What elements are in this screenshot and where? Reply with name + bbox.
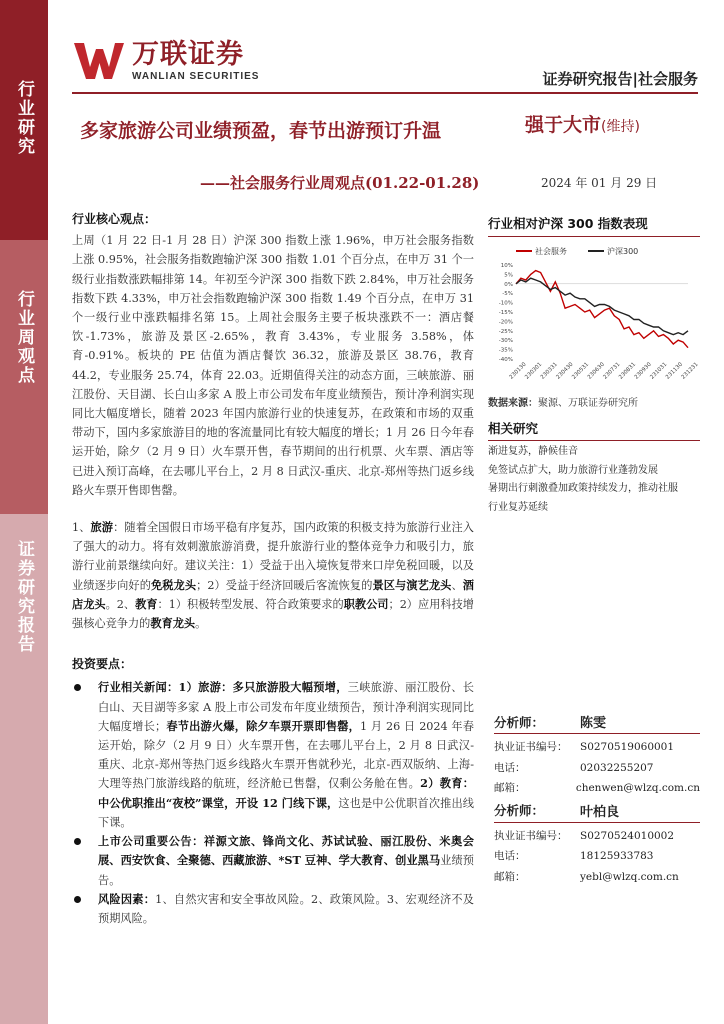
x-tick-label: 230731 bbox=[602, 361, 622, 381]
invest-points-heading: 投资要点： bbox=[72, 657, 133, 672]
analyst-phone: 18125933783 bbox=[580, 850, 654, 862]
report-date: 2024 年 01 月 29 日 bbox=[541, 176, 658, 190]
bullet-icon bbox=[74, 838, 81, 845]
legend-label: 沪深300 bbox=[607, 247, 639, 256]
main-column bbox=[72, 210, 474, 928]
recommendation-paragraph bbox=[72, 518, 474, 633]
rating-main: 强于大市 bbox=[525, 114, 602, 136]
core-view-paragraph: 上周（1 月 22 日-1 月 28 日）沪深 300 指数上涨 1.96%，申万社会服务指数上涨 0.95%，社会服务指数跑输沪深 300 指数 1.01 个百分点，在申万 31 个一级行业指数涨跌幅排第 14。年初至今沪深 300 指数下跌 2.84%，申万社会服务指数下跌 4.33%，申万社会指数跑输沪深 300 指数 1.49 个百分点，在申万 31 个一级行业中涨跌幅排名第 15。上周社会服务主要子板块涨跌不一：酒店餐饮-1.73%，旅游及景区-2.65%，教育 3.43%，专业服务 3.58%，体育-0.91%。板块的 PE 估值为酒店餐饮 36.32，旅游及景区 38.76，教育 44.2，专业服务 25.74，体育 22.03。近期值得关注的动态方面，三峡旅游、丽江股份、天目湖、长白山多家 A 股上市公司发布年度业绩预告，预计净利润实现同比大幅度增长，随着 2023 年国内旅游行业的快速复苏，在政策和市场的双重带动下，国内多家旅游目的地的客流量同比有较大幅度的增长；1 月 26 日今年春运开始，除夕（2 月 9 日）火车票开售，春节期间的出行机票、火车票、酒店等已进入预订高峰，在去哪儿平台上，2 月 8 日武汉-重庆、北京-郑州等热门返乡线路火车票开售即售罄。 bbox=[72, 234, 474, 497]
chart-title: 行业相对沪深 300 指数表现 bbox=[488, 214, 700, 237]
y-tick-label: 0% bbox=[504, 281, 513, 288]
invest-points-list bbox=[72, 678, 474, 928]
analyst-field-key: 邮箱： bbox=[494, 782, 526, 794]
y-tick-label: -40% bbox=[498, 357, 513, 363]
y-tick-label: -35% bbox=[498, 347, 513, 354]
bullet-bold: 2）教育：中公优职推出“夜校”课堂，开设 12 门线下课， bbox=[98, 776, 474, 810]
related-item[interactable]: 暑期出行刺激叠加政策持续发力，推动社服 bbox=[488, 483, 678, 494]
list-item bbox=[72, 678, 474, 832]
list-item bbox=[72, 890, 474, 928]
bullet-bold: 上市公司重要公告：祥源文旅、锋尚文化、苏试试验、丽江股份、米奥会展、西安饮食、全聚德、西藏旅游、*ST 豆神、学大教育、创业黑马 bbox=[98, 834, 474, 868]
rec-bold: 教育龙头 bbox=[150, 616, 196, 631]
bullet-bold: 风险因素： bbox=[98, 891, 156, 906]
rec-bold: 教育 bbox=[135, 596, 158, 611]
analyst-label: 分析师： bbox=[494, 803, 545, 818]
rec-bold: 职教公司 bbox=[343, 596, 389, 611]
report-subtitle: ——社会服务行业周观点(01.22-01.28) bbox=[200, 174, 480, 192]
x-tick-label: 230331 bbox=[539, 361, 559, 381]
bullet-bold: 春节出游火爆，除夕车票开票即售罄， bbox=[166, 718, 361, 733]
y-tick-label: -5% bbox=[502, 291, 513, 298]
ribbon-label-weekly-view: 行业周观点 bbox=[14, 290, 34, 385]
related-item[interactable]: 免签试点扩大，助力旅游行业蓬勃发展 bbox=[488, 464, 658, 476]
x-tick-label: 230130 bbox=[508, 361, 528, 381]
rating-sub: (维持) bbox=[601, 119, 640, 135]
rec-bold: 酒店龙头 bbox=[72, 577, 474, 611]
analysts-panel bbox=[494, 712, 700, 887]
related-item[interactable]: 行业复苏延续 bbox=[488, 501, 548, 513]
rec-text: ：随着全国假日市场平稳有序复苏，国内政策的积极支持为旅游行业注入了强大的动力。将有效刺激旅游消费，提升旅游行业的整体竞争力和吸引力，旅游行业前景继续向好。建议关注：1）受益于出入境恢复带来口岸免税回暖，以及业绩逐步向好的 bbox=[72, 521, 474, 592]
wanlian-logo-icon bbox=[72, 41, 126, 81]
analyst-field-key: 执业证书编号： bbox=[494, 741, 568, 753]
bullet-icon bbox=[74, 684, 81, 691]
y-tick-label: -20% bbox=[498, 319, 513, 326]
analyst-card bbox=[494, 801, 700, 888]
header-divider bbox=[72, 92, 698, 94]
report-title: 多家旅游公司业绩预盈，春节出游预订升温 bbox=[80, 120, 442, 142]
analyst-field-key: 电话： bbox=[494, 850, 526, 862]
x-tick-label: 230630 bbox=[586, 361, 606, 381]
bullet-text: 1 月 26 日 2024 年春运开始，除夕（2 月 9 日）火车票开售，在去哪儿平台上，2 月 8 日武汉-重庆、北京-郑州等热门返乡线路火车票开售就秒光，北京-西双版纳、上海-大理等热门旅游线路的航班，经济舱已售罄，仅剩公务舱在售。 bbox=[98, 719, 474, 791]
y-tick-label: -15% bbox=[498, 310, 513, 316]
analyst-phone: 02032255207 bbox=[580, 761, 654, 774]
analyst-name: 叶柏良 bbox=[580, 804, 620, 820]
bullet-bold: 行业相关新闻：1）旅游：多只旅游股大幅预增， bbox=[98, 680, 348, 695]
bullet-text: 业绩预告。 bbox=[98, 854, 474, 887]
bullet-text: 1、自然灾害和安全事故风险。2、政策风险。3、宏观经济不及预期风险。 bbox=[98, 892, 474, 925]
industry-rating bbox=[525, 110, 640, 137]
performance-chart bbox=[488, 241, 700, 386]
side-column bbox=[488, 210, 700, 517]
ribbon-label-securities-report: 证券研究报告 bbox=[14, 540, 34, 654]
rec-text: ；2）受益于经济回暖后客流恢复的 bbox=[196, 578, 373, 592]
report-type: 证券研究报告|社会服务 bbox=[542, 70, 698, 88]
rec-text: 1、 bbox=[72, 521, 91, 535]
analyst-field-key: 邮箱： bbox=[494, 870, 526, 883]
x-tick-label: 230430 bbox=[555, 361, 575, 381]
source-label: 数据来源： bbox=[488, 398, 538, 409]
analyst-field-key: 执业证书编号： bbox=[494, 829, 568, 842]
y-tick-label: -30% bbox=[498, 338, 513, 345]
rec-text: 。2、 bbox=[105, 597, 136, 611]
analyst-name: 陈雯 bbox=[580, 716, 607, 731]
x-tick-label: 230531 bbox=[571, 361, 591, 381]
related-item[interactable]: 渐进复苏，静候佳音 bbox=[488, 446, 578, 457]
chart-svg bbox=[488, 241, 700, 386]
list-item bbox=[72, 832, 474, 890]
y-tick-label: -25% bbox=[498, 328, 513, 335]
x-tick-label: 231231 bbox=[680, 361, 700, 381]
x-tick-label: 230301 bbox=[524, 361, 544, 381]
core-view-heading: 行业核心观点： bbox=[72, 212, 157, 226]
analyst-email[interactable]: yebl@wlzq.com.cn bbox=[580, 870, 679, 883]
analyst-license: S0270519060001 bbox=[580, 741, 675, 753]
related-research-title: 相关研究 bbox=[488, 419, 700, 441]
analyst-license: S0270524010002 bbox=[580, 829, 675, 842]
y-tick-label: -10% bbox=[498, 300, 513, 307]
company-logo bbox=[72, 40, 259, 82]
x-tick-label: 231130 bbox=[664, 361, 685, 381]
x-tick-label: 230831 bbox=[618, 361, 638, 381]
analyst-field-key: 电话： bbox=[494, 761, 526, 774]
bullet-text: 这也是中公优职首次推出线下课。 bbox=[98, 796, 474, 829]
rec-bold: 景区与演艺龙头 bbox=[372, 577, 452, 592]
y-tick-label: 5% bbox=[504, 272, 513, 279]
legend-label: 社会服务 bbox=[535, 247, 567, 256]
source-text: 聚源、万联证券研究所 bbox=[538, 398, 638, 409]
related-research-list bbox=[488, 443, 700, 517]
series-line bbox=[516, 278, 688, 334]
x-tick-label: 230930 bbox=[633, 361, 653, 381]
logo-english-name: WANLIAN SECURITIES bbox=[132, 71, 260, 82]
side-ribbon bbox=[0, 0, 48, 1024]
analyst-card bbox=[494, 712, 700, 799]
ribbon-label-industry-research: 行业研究 bbox=[14, 80, 34, 156]
bullet-text: 三峡旅游、丽江股份、长白山、天目湖等多家 A 股上市公司发布年度业绩预告，预计净利润实现同比大幅度增长； bbox=[98, 681, 474, 733]
analyst-label: 分析师： bbox=[494, 714, 545, 730]
data-source bbox=[488, 394, 700, 409]
x-tick-label: 231031 bbox=[649, 361, 669, 381]
analyst-email[interactable]: chenwen@wlzq.com.cn bbox=[575, 782, 700, 794]
rec-bold: 旅游 bbox=[90, 520, 114, 535]
rec-bold: 免税龙头 bbox=[150, 577, 197, 592]
rec-text: 。 bbox=[195, 617, 207, 631]
bullet-icon bbox=[74, 896, 81, 903]
rec-text: ；2）应用科技增强核心竞争力的 bbox=[72, 597, 474, 631]
y-tick-label: 10% bbox=[500, 263, 513, 269]
rec-text: ：1）积极转型发展、符合政策要求的 bbox=[157, 597, 344, 611]
rec-text: 、 bbox=[451, 578, 463, 592]
logo-chinese-name: 万联证券 bbox=[132, 39, 244, 70]
